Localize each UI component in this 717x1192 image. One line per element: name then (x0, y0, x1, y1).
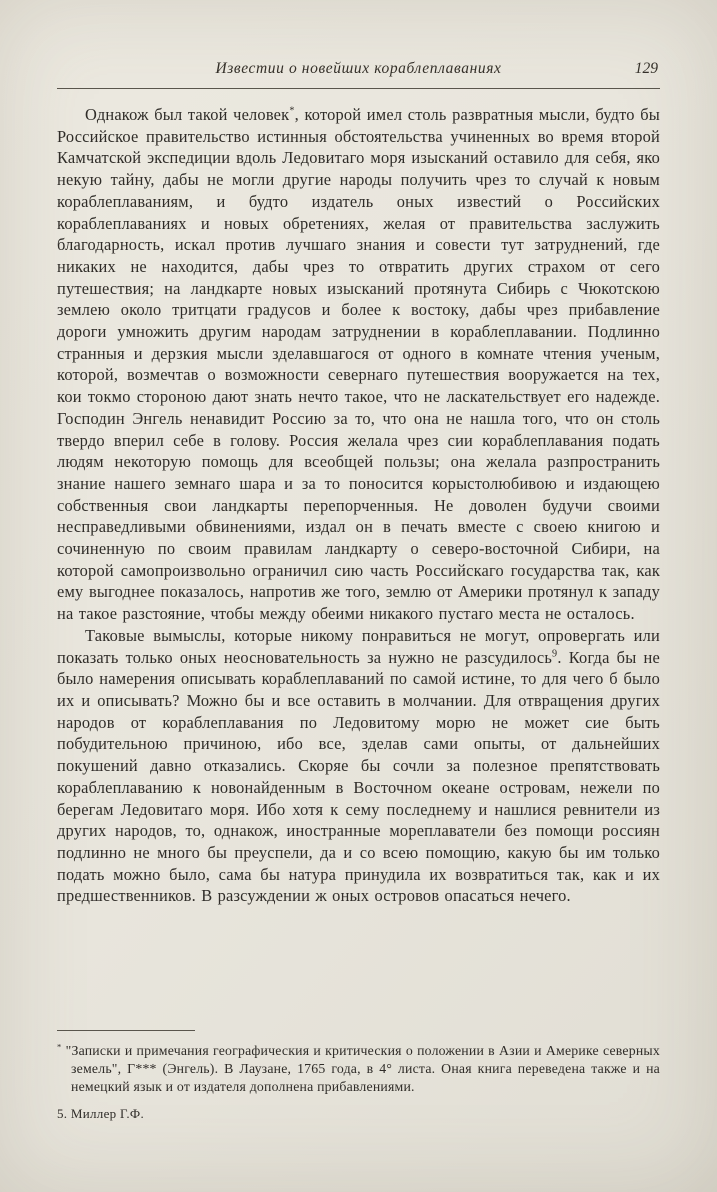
paragraph-1-continuation: , которой имел столь развратныя мысли, будто бы Российское правительство истинныя обстоятельства учиненных во время второй Камчатской экспедиции вдоль Ледовитаго моря изысканий оставило для себя, яко некую тайну, дабы не могли другие народы получить чрез то случай к новым кораблеплаваниям, и будто издатель оных известий о Российских кораблеплаваниях и новых обретениях, желая от правительства заслужить благодарность, искал против лучшаго знания и совести тут затруднений, где никаких не находится, дабы чрез то отвратить других страхом от сего путешествия; на ландкарте новых изысканий протянута Сибирь с Чюкотскою землею около тритцати градусов и более к востоку, дабы чрез прибавление дороги умножить другим народам затруднении в кораблеплавании. Подлинно странныя и дерзкия мысли зделавшагося от одного в комнате чтения ученым, которой, возмечтав о возможности севернаго путешествия вооружается на тех, кои токмо стороною дают знать нечто такое, что не ласкательствует его надежде. Господин Энгель ненавидит Россию за то, что она не нашла того, что он столь твердо вперил себе в голову. Россия желала чрез сии кораблеплавания подать людям некоторую помощь для всеобщей пользы; она желала разпространить знание нашего земнаго шара и за то поносится корыстолюбивою и издающею собственныя свои ландкарты перепорченныя. Не доволен будучи своими несправедливыми обвинениями, издал он в печать вместе с своею книгою и сочиненную по своим правилам ландкарту о северо-восточной Сибири, на которой самопроизвольно ограничил сию часть Российскаго государства так, как ему выгоднее показалось, напротив же того, землю от Америки протянул к западу на такое разстояние, чтобы между обеими никакого пустаго места не осталось. (57, 105, 660, 624)
endnote-9-ref: 9 (552, 648, 558, 660)
footnote-section (57, 1030, 660, 1122)
footnote-asterisk-marker: * (57, 1041, 62, 1052)
running-title: Известии о новейших кораблеплаваниях (215, 60, 502, 77)
paragraph-2-continuation: . Когда бы не было намерения описывать кораблеплаваний по самой истине, то для чего б было их и описывать? Можно бы и все оставить в молчании. Для отвращения других народов от кораблеплавания по Ледовитому морю не может сие быть побудительною причиною, ибо все, зделав сами опыты, от дальнейших покушений давно отказались. Скоряе бы сочли за полезное препятствовать кораблеплаванию к новонайденным в Восточном океане островам, нежели по берегам Ледовитаго моря. Ибо хотя к сему последнему и нашлися ревнители из других народов, то, однакож, иностранные мореплаватели без помощи россиян подлинно не много бы преуспели, да и со всею помощию, какую бы им только подать можно было, сама бы натура принудила их возвратиться так, как и их предшественников. В разсуждении ж оных островов опасаться нечего. (57, 647, 660, 906)
paragraph-2 (57, 625, 660, 907)
footnote-rule (57, 1030, 195, 1031)
footnote-text (57, 1042, 660, 1095)
footnote-body: "Записки и примечания географическия и критическия о положении в Азии и Америке северных земель", Г*** (Энгель). В Лаузане, 1765 года, в 4° листа. Оная книга переведена также и на немецкий язык и от издателя дополнена прибавлениями. (65, 1043, 660, 1094)
header-rule (57, 88, 660, 89)
paragraph-1 (57, 104, 660, 625)
body-text (57, 104, 660, 907)
paragraph-1-text: Однакож был такой человек (85, 105, 290, 124)
paragraph-2-text: Таковые вымыслы, которые никому понравиться не могут, опровергать или показать только оных неосновательность за нужно не разсудилось (57, 625, 660, 667)
page-number: 129 (634, 60, 658, 77)
page-header (57, 60, 660, 82)
printers-signature: 5. Миллер Г.Ф. (57, 1106, 145, 1122)
footnote-asterisk-ref: * (289, 105, 295, 117)
